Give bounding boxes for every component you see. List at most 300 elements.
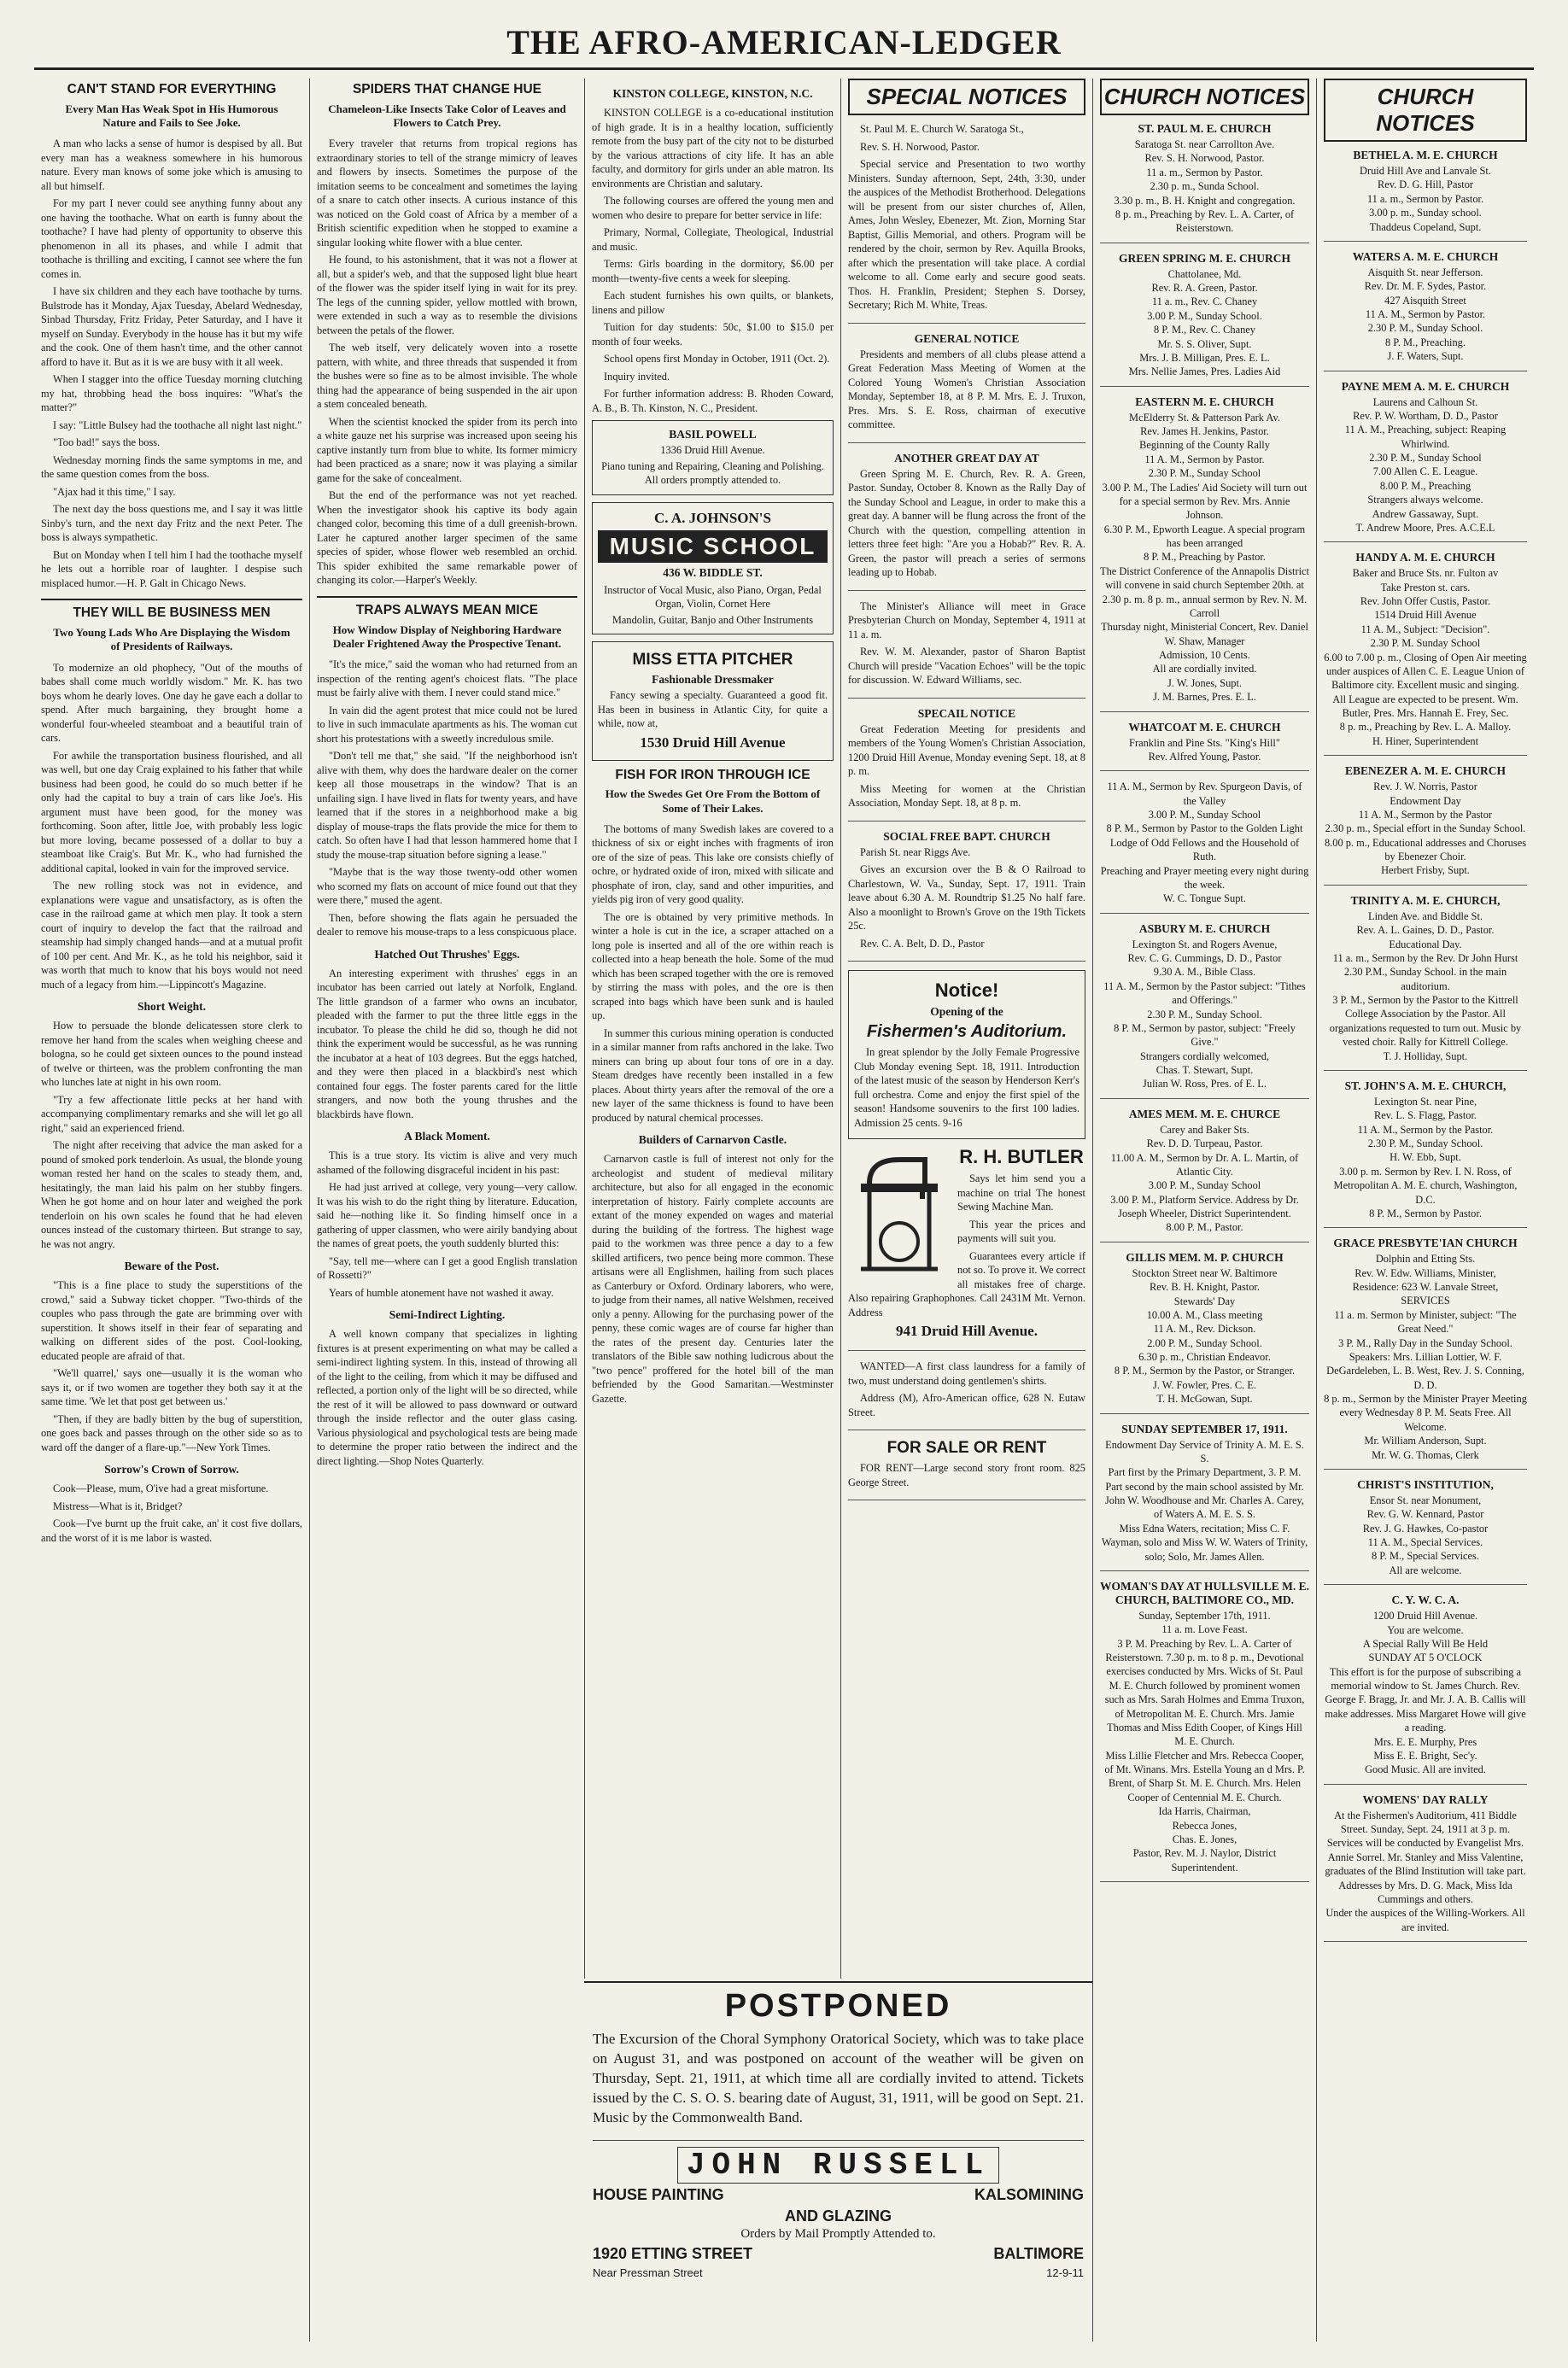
article-title: Beware of the Post. xyxy=(124,1260,219,1273)
article-title: Sorrow's Crown of Sorrow. xyxy=(104,1463,239,1476)
column-4 xyxy=(840,79,1092,1979)
paragraph: "This is a fine place to study the superstitions of the crowd," said a Subway ticket chopper. "Two-thirds of the couples who pass through the gate are brimming over with superstition. It shows itself in their fear of separating and walking on different sides of the post. Cool-looking, educated people are afraid of that. xyxy=(41,1279,302,1362)
article-subtitle: Every Man Has Weak Spot in His Humorous Nature and Fails to See Joke. xyxy=(65,102,278,130)
church-name: EBENEZER A. M. E. CHURCH xyxy=(1345,764,1506,778)
notice-line: 11 A. M., Sermon by the Pastor subject: "Tithes and Offerings." xyxy=(1103,979,1306,1007)
paragraph: The bottoms of many Swedish lakes are covered to a thickness of six or eight inches with fragments of iron ore of the size of peas. This lake ore consists chiefly of ochre, or hydrated oxide of iron, mixed with silicate and phosphate of iron, clay, sand and other impurities, and yields pig iron of very good quality. xyxy=(592,822,834,906)
notice-line: 11 A. M., Sermon by Rev. Spurgeon Davis, of the Valley xyxy=(1107,781,1302,807)
section-header: CHURCH NOTICES xyxy=(1324,79,1527,142)
notice-line: 3.30 p. m., B. H. Knight and congregation. xyxy=(1114,194,1296,207)
paragraph: Rev. C. A. Belt, D. D., Pastor xyxy=(860,937,985,950)
notice-line: J. F. Waters, Supt. xyxy=(1387,350,1464,363)
notice-line: 8 p. m., Preaching by Rev. L. A. Malloy. xyxy=(1339,721,1512,734)
paragraph: The night after receiving that advice the man asked for a pound of smoked pork tenderloin. As usual, the blonde young woman rested her hand on the scales to steady them, and, hesitatingly, the man laid his palm on her stubby fingers. When he got home and on hour later and weighed the pork tenderloin on his own scales he found that he had eleven ounces instead of the customary thirteen. But strange to say, he was not angry. xyxy=(41,1139,302,1250)
notice-line: Mrs. J. B. Milligan, Pres. E. L. xyxy=(1139,351,1270,364)
paragraph: Address (M), Afro-American office, 628 N. Eutaw Street. xyxy=(848,1392,1085,1418)
paragraph: A man who lacks a sense of humor is despised by all. But every man has a weakness somewhere in his humorous nature. Every man knows of some joke which is amusing to all but himself. xyxy=(41,137,302,192)
article-title: CAN'T STAND FOR EVERYTHING xyxy=(67,82,277,96)
notice-line: 11 A. M., Sermon by Pastor. xyxy=(1365,308,1486,320)
notice xyxy=(848,332,1085,443)
paragraph: Carnarvon castle is full of interest not only for the archeologist and student of medieval military architecture, but also for all engaged in the economic interpretation of history. Fairly complete accounts are extant of the money expended on wages and material during the building of the fortress. The highest wage paid to the workmen was three pence a day to a few skilled artificers, two pence being more common. These artisans were all Englishmen, hailing from such places as Canterbury or Oxford. Ordinary laborers, who were, to judge from their names, all native Welshmen, received only a penny. Allowing for the purchasing power of the penny, these comic wages are of course far higher than the rates of the present day. Centuries later the translators of the Bible saw nothing ludicrous about the "two pence" proffered for the hotel bill of the man befriended by the Good Samaritan.—Westminster Gazette. xyxy=(592,1153,834,1405)
article-subtitle: How the Swedes Get Ore From the Bottom of Some of Their Lakes. xyxy=(605,787,821,815)
paragraph: To modernize an old phophecy, "Out of the mouths of babes shall come much worldly wisdom." Mr. K. has two boys whom he dearly loves. One day he gave each a dollar to spend. After much bargaining, they brought home a wonderful four-wheeled steamboat and a beautiful train of cars. xyxy=(41,661,302,745)
paragraph: Primary, Normal, Collegiate, Theological, Industrial and music. xyxy=(592,226,834,253)
johnson-music-ad xyxy=(592,502,834,635)
notice-title: GENERAL NOTICE xyxy=(914,331,1020,345)
notice-line: Rev. P. W. Wortham, D. D., Pastor xyxy=(1353,409,1498,422)
notice-line: H. Hiner, Superintendent xyxy=(1372,734,1479,747)
notice xyxy=(848,707,1085,821)
sewing-machine-icon xyxy=(848,1149,951,1278)
notice xyxy=(848,452,1085,591)
notice xyxy=(848,970,1085,1139)
notice-line: 2.30 P.M., Sunday School. in the main auditorium. xyxy=(1343,966,1507,992)
ad-city: BALTIMORE xyxy=(993,2244,1084,2262)
notice-line: Endowment Day xyxy=(1390,794,1461,807)
church-name: GRACE PRESBYTE'IAN CHURCH xyxy=(1333,1237,1518,1250)
church-notice xyxy=(1324,1478,1527,1585)
ad-name: BASIL POWELL xyxy=(669,428,757,441)
notice-title: Notice! xyxy=(934,979,999,1001)
ad-name: R. H. BUTLER xyxy=(959,1146,1084,1167)
ad-address: 436 W. BIDDLE ST. xyxy=(663,565,763,579)
notice-title: SOCIAL FREE BAPT. CHURCH xyxy=(883,829,1050,843)
notice-line: Rev. D. D. Turpeau, Pastor. xyxy=(1146,1137,1263,1150)
ad-lines xyxy=(598,443,828,488)
church-name: PAYNE MEM A. M. E. CHURCH xyxy=(1341,379,1510,393)
notice-line: 11 A. M., Special Services. xyxy=(1367,1536,1483,1548)
notice-line: 6.00 to 7.00 p. m., Closing of Open Air meeting under auspices of Allen C. E. League Union of Baltimore city. Excellent music and singing. All League are expected to be present. Wm. Butler, Pres. Mrs. Hannah E. Frey, Sec. xyxy=(1324,651,1527,719)
notice-line: All are cordially invited. xyxy=(1152,663,1257,675)
notice-line: J. W. Jones, Supt. xyxy=(1167,676,1243,689)
article-body xyxy=(317,137,577,588)
notice-line: Part first by the Primary Department, 3. P. M. Part second by the main school assisted by Mr. John W. Woodhouse and Mr. Charles A. Carey, of Waters A. M. E. S. S. xyxy=(1104,1466,1305,1521)
ad-name: MISS ETTA PITCHER xyxy=(632,651,793,669)
powell-ad xyxy=(592,420,834,495)
paragraph: He had just arrived at college, very young—very callow. It was his wish to do the right thing by literature. Education, said he—nothing like it. So finding himself once in a gathering of upper classmen, who were airily bandying about the names of great poets, the youth suddenly blurted this: xyxy=(317,1181,577,1250)
notice-line: T. J. Holliday, Supt. xyxy=(1383,1050,1468,1062)
paragraph: Instructor of Vocal Music, also Piano, Organ, Pedal Organ, Violin, Cornet Here xyxy=(604,583,822,610)
notice-line: 6.30 P. M., Epworth League. A special program has been arranged xyxy=(1103,523,1306,549)
article-body xyxy=(592,1152,834,1406)
notice-line: Mr. S. S. Oliver, Supt. xyxy=(1157,337,1252,350)
notice-line: 2.30 p. m., Special effort in the Sunday School. xyxy=(1325,822,1526,835)
ad-title: KINSTON COLLEGE, KINSTON, N.C. xyxy=(612,87,813,100)
notice xyxy=(848,830,1085,962)
paragraph: The next day the boss questions me, and I say it was little Sinby's turn, and the next day Fritz and the next Peter. The boss is always sympathetic. xyxy=(41,503,302,544)
paragraph: In vain did the agent protest that mice could not be lured to live in such immaculate apartments as his. The woman cut short his protestations with a sweetly incredulous smile. xyxy=(317,704,577,745)
notice xyxy=(848,599,1085,699)
article-subtitle: Chameleon-Like Insects Take Color of Leaves and Flowers to Catch Prey. xyxy=(328,102,566,130)
notice-line: Rev. L. S. Flagg, Pastor. xyxy=(1373,1109,1477,1122)
paragraph: "Then, if they are badly bitten by the bug of superstition, one goes back and passes through on the other side so as to ward off the danger of a flare-up."—New York Times. xyxy=(41,1412,302,1453)
article-body xyxy=(317,658,577,939)
paragraph: For awhile the transportation business flourished, and all was well, but one day Craig explained to his father that while business had been good, he could do so much better if he only had the capital to buy a train of cars like Joe's. His argument must have been good, for the money was forthcoming. Soon after, little Joe, with probably less logic but more loving, became possessed of a dollar to buy a steamboat like Craig's. But Mr. K., who had furnished the additional capital, looked in vain for the improved service. xyxy=(41,749,302,874)
notice-line: Laurens and Calhoun St. xyxy=(1372,395,1478,408)
notice-line: 3 P. M. Preaching by Rev. L. A. Carter of Reisterstown. 7.30 p. m. to 8 p. m., Devotional exercises conducted by Mrs. Wicks of St. Paul M. E. Church followed by prominent women such as Mrs. Sarah Holmes and Emma Truxon, of Metropolitan M. E. Church. Mrs. Jamie Thomas and Miss Edith Cooper, of Kings Hill M. E. Church. xyxy=(1104,1637,1305,1748)
notice-line: Rev. G. W. Kennard, Pastor xyxy=(1366,1508,1484,1521)
church-notice xyxy=(1100,395,1309,712)
ad-address: 941 Druid Hill Avenue. xyxy=(896,1323,1038,1339)
ad-name: C. A. JOHNSON'S xyxy=(654,509,771,526)
article-title: FISH FOR IRON THROUGH ICE xyxy=(615,767,810,782)
notice-line: Rev. Dr. M. F. Sydes, Pastor. xyxy=(1364,280,1487,293)
notice-line: Rev. John Offer Custis, Pastor. xyxy=(1360,595,1491,607)
notice-line: 11 A. M., Sermon by the Pastor xyxy=(1358,808,1493,821)
ad-service: KALSOMINING xyxy=(974,2185,1084,2203)
article-body xyxy=(41,1278,302,1454)
paragraph: The ore is obtained by very primitive methods. In winter a hole is cut in the ice, a scraper attached on a long pole is inserted and all of the ore within reach is collected into a heap beneath the hole. Some of the mud which has been scraped together with the ore is removed by stirring the mass with poles, and the ore is then scraped into bags which have been sunk and is hauled up. xyxy=(592,910,834,1022)
notice-line: Endowment Day Service of Trinity A. M. E. S. S. xyxy=(1105,1438,1304,1465)
notice-line: Andrew Gassaway, Supt. xyxy=(1372,507,1479,520)
notice-title: ANOTHER GREAT DAY AT xyxy=(894,451,1039,465)
notice-lines xyxy=(848,845,1085,951)
notice-line: Rev. J. G. Hawkes, Co-pastor xyxy=(1362,1522,1489,1535)
article-body xyxy=(41,137,302,590)
paragraph: But on Monday when I tell him I had the toothache myself he lets out a horrible roar of laughter. I despise such misplaced humor.—H. P. Galt in Chicago News. xyxy=(41,548,302,589)
ad-address: 1920 ETTING STREET xyxy=(593,2244,753,2262)
notice-line: Carey and Baker Sts. xyxy=(1160,1123,1249,1136)
church-notice xyxy=(1100,1108,1309,1242)
paragraph: When the scientist knocked the spider from its perch into a white gauze net his surprise was increased upon seeing his captive instantly turn from blue to white. Its former mimicry had been practiced as a snare; now it was playing a similar game for the sake of concealment. xyxy=(317,415,577,484)
paragraph: Piano tuning and Repairing, Cleaning and Polishing. All orders promptly attended to. xyxy=(601,459,824,486)
church-notice xyxy=(1100,1580,1309,1882)
paragraph: Then, before showing the flats again he persuaded the dealer to remove his mouse-traps to a less conspicuous place. xyxy=(317,911,577,938)
notice-line: Miss Lillie Fletcher and Mrs. Rebecca Cooper, of Mt. Winans. Mrs. Estella Young an d Mrs. P. Brent, of Sharp St. M. E. Church. Mrs. Helen Cooper of Centennial M. E. Church. xyxy=(1104,1749,1305,1804)
ad-service: HOUSE PAINTING xyxy=(593,2185,724,2203)
notice-line: Rebecca Jones, xyxy=(1172,1819,1237,1832)
notice-line: 3 P. M., Rally Day in the Sunday School. xyxy=(1338,1336,1512,1349)
paragraph: Special service and Presentation to two worthy Ministers. Sunday afternoon, Sept, 24th, 3:30, under the auspices of the Methodist Brotherhood. Delegations will be present from our sister churches of, Allen, Ames, John Wesley, Ebenezer, Mt. Zion, Morning Star Baptist, Gillis Memorial, and others. Program will be rendered by the choir, sermon by Rev. Aquilla Brooks, after which the presentation will take place. A cordial welcome to all. Come early and secure good seats. Thos. H. Franklin, President; Stephen S. Dorsey, Secretary; Rich M. White, Treas. xyxy=(848,158,1085,311)
church-notice xyxy=(1100,252,1309,387)
article-body xyxy=(317,1149,577,1300)
church-name: WOMENS' DAY RALLY xyxy=(1362,1792,1489,1806)
church-name: TRINITY A. M. E. CHURCH, xyxy=(1350,893,1501,907)
paragraph: Mandolin, Guitar, Banjo and Other Instruments xyxy=(611,613,814,626)
notice-line: 3.00 P. M., Sunday School. xyxy=(1147,309,1262,322)
masthead xyxy=(34,17,1534,70)
church-notice xyxy=(1100,1423,1309,1571)
notice-line: Beginning of the County Rally xyxy=(1139,439,1270,452)
notice-line: Mrs. E. E. Murphy, Pres xyxy=(1373,1735,1477,1748)
paragraph: Inquiry invited. xyxy=(604,370,670,383)
notice-line: Rev. R. A. Green, Pastor. xyxy=(1151,282,1258,294)
notice-line: T. Andrew Moore, Pres. A.C.E.L xyxy=(1355,521,1495,534)
church-list xyxy=(1324,149,1527,1942)
paragraph: Fancy sewing a specialty. Guaranteed a good fit. Has been in business in Atlantic City, for quite a while, now at, xyxy=(598,689,828,729)
paragraph: Miss Meeting for women at the Christian Association, Monday Sept. 18, at 8 p. m. xyxy=(848,782,1085,809)
notice-line: 11 a. m., Sermon by Pastor. xyxy=(1366,192,1484,205)
paragraph: But the end of the performance was not yet reached. When the investigator shook his captive its body again changed color, becoming this time of a dull greenish-brown. Later he captured another larger specimen of the same species of spider, whose flower web resembled an orchid. This spider exhibited the same remarkable power of changing its color.—Harper's Weekly. xyxy=(317,489,577,587)
paragraph: "Say, tell me—where can I get a good English translation of Rossetti?" xyxy=(317,1254,577,1282)
notice-line: Strangers always welcome. xyxy=(1367,494,1483,506)
paragraph: For further information address: B. Rhoden Coward, A. B., B. Th. Kinston, N. C., President. xyxy=(592,388,834,414)
paragraph: Parish St. near Riggs Ave. xyxy=(860,845,971,858)
church-notice xyxy=(1100,780,1309,913)
church-name: WATERS A. M. E. CHURCH xyxy=(1352,249,1499,263)
notice-line: 8 P. M., Preaching. xyxy=(1385,336,1466,348)
notice-name: Fishermen's Auditorium. xyxy=(866,1022,1068,1041)
notice-line: Admission, 10 Cents. xyxy=(1159,649,1250,661)
notice-line: 3.00 P. M., Sunday School xyxy=(1148,1179,1261,1192)
notice-line: 11 A. M., Preaching, subject: Reaping Whirlwind. xyxy=(1344,424,1507,450)
paragraph: An interesting experiment with thrushes' eggs in an incubator has been carried out lately at Norfolk, England. The little grandson of a farmer who owns an incubator, pleaded with the farmer to put the three little eggs in the incubator. To please the child he did so, though he did not think the experiment would be successful, as he was running the incubator at a heat of 103 degrees. But the eggs hatched, and they were then placed in a blackbird's nest which contained four eggs. The foster parents cared for the little strangers, and now both the young thrushes and the blackbirds have flown. xyxy=(317,967,577,1120)
notice-line: 8.00 P. M., Pastor. xyxy=(1166,1221,1243,1234)
notice-line: 11 A. M., Sermon by the Pastor. xyxy=(1357,1123,1494,1136)
article-title: Builders of Carnarvon Castle. xyxy=(638,1133,787,1147)
notice-lines xyxy=(848,348,1085,432)
paragraph: KINSTON COLLEGE is a co-educational institution of high grade. It is in a healthy location, sufficiently remote from the busy part of the city not to be disturbed by the various attractions of city life. It has an able faculty, and dormitory for girls under an able matron. Its environments are Christian and salutary. xyxy=(592,107,834,190)
notice-line: Rev. D. G. Hill, Pastor xyxy=(1377,178,1474,191)
paragraph: The following courses are offered the young men and women who desire to prepare for better service in life: xyxy=(592,195,834,221)
notice-line: Chas. T. Stewart, Supt. xyxy=(1156,1064,1254,1076)
notice-line: Miss E. E. Bright, Sec'y. xyxy=(1373,1749,1477,1762)
notice-line: Rev. J. W. Norris, Pastor xyxy=(1373,781,1477,793)
ad-body xyxy=(592,106,834,415)
church-notice xyxy=(1324,551,1527,756)
church-name: EASTERN M. E. CHURCH xyxy=(1135,395,1274,408)
notice-line: Linden Ave. and Biddle St. xyxy=(1368,909,1483,922)
paragraph: The web itself, very delicately woven into a rosette pattern, with white, and three threads that suspended it from the bushes were so fine as to be almost invisible. The whole thing had the appearance of being suspended in the air upon a stem concealed beneath. xyxy=(317,342,577,411)
notice-line: Mr. William Anderson, Supt. xyxy=(1364,1435,1487,1447)
paragraph: A well known company that specializes in lighting fixtures is at present experimenting on what may be called a semi-indirect lighting system. In this, instead of throwing all of the light to the ceiling, from which it may be diffused and reflected, a portion only of the light will be so directed, while the rest of it will be allowed to pass downward or outward through the inside reflector and the outer glass casing. Various physiological and psychological tests are being made to determine the proper ratio between the indirect and the direct lighting.—Shop Notes Quarterly. xyxy=(317,1328,577,1467)
notice-lines xyxy=(848,467,1085,580)
article-title: Hatched Out Thrushes' Eggs. xyxy=(374,947,520,961)
for-sale-ad xyxy=(848,1439,1085,1500)
ad-address: 1530 Druid Hill Avenue xyxy=(640,734,786,751)
ad-title: MUSIC SCHOOL xyxy=(598,530,828,563)
paragraph: Says let him send you a machine on trial The honest Sewing Machine Man. xyxy=(957,1172,1085,1213)
ad-tagline: Fashionable Dressmaker xyxy=(652,673,774,686)
church-name: GILLIS MEM. M. P. CHURCH xyxy=(1126,1250,1284,1264)
paragraph: "Too bad!" says the boss. xyxy=(53,436,161,449)
notice-line: 8.00 P. M., Preaching xyxy=(1379,479,1471,492)
article-title: Semi-Indirect Lighting. xyxy=(389,1308,506,1322)
paragraph: "It's the mice," said the woman who had returned from an inspection of the renting agent's choicest flats. "The place must be fairly alive with them. I never could stand mice." xyxy=(317,658,577,699)
paragraph: The Minister's Alliance will meet in Grace Presbyterian Church on Monday, September 4, 1911 at 11 a. m. xyxy=(848,599,1085,640)
butler-ad xyxy=(848,1146,1085,1351)
article-title: THEY WILL BE BUSINESS MEN xyxy=(73,605,271,621)
church-name: C. Y. W. C. A. xyxy=(1391,1593,1460,1607)
notice-line: 8 P. M., Sermon by Pastor to the Golden Light Lodge of Odd Fellows and the Household of Ruth. xyxy=(1106,822,1303,863)
notice-line: Services will be conducted by Evangelist Mrs. Annie Sorrel. Mr. Stanley and Miss Valentine, graduates of the Blind Institution will take part. xyxy=(1325,1837,1526,1878)
ad-lines xyxy=(848,1359,1085,1419)
notice-line: 2.30 P. M., Sunday School. xyxy=(1367,1137,1483,1149)
church-notice xyxy=(1100,122,1309,243)
notice-line: 8 p. m., Preaching by Rev. L. A. Carter, of Reisterstown. xyxy=(1115,208,1295,235)
church-name: GREEN SPRING M. E. CHURCH xyxy=(1118,251,1290,265)
paragraph: "Maybe that is the way those twenty-odd other women who scorned my flats on account of mice found out that they were there," mused the agent. xyxy=(317,866,577,907)
notice-line: 11.00 A. M., Sermon by Dr. A. L. Martin, of Atlantic City. xyxy=(1110,1151,1299,1178)
notice-line: Chas. E. Jones, xyxy=(1172,1833,1237,1845)
notice-line: 1514 Druid Hill Avenue xyxy=(1374,609,1477,622)
paragraph: Presidents and members of all clubs please attend a Great Federation Mass Meeting of Women at the Colored Young Women's Christian Association Monday, September 18, at 8 P. M. Mrs. E. J. Truxon, Pres. Mrs. S. E. Ross, chairman of executive committee. xyxy=(848,348,1085,430)
postponed-notice xyxy=(584,1981,1092,2323)
paragraph: Tuition for day students: 50c, $1.00 to $15.0 per month of four weeks. xyxy=(592,321,834,348)
notice-line: Rev. A. L. Gaines, D. D., Pastor. xyxy=(1356,924,1495,937)
church-name: WOMAN'S DAY AT HULLSVILLE M. E. CHURCH, BALTIMORE CO., MD. xyxy=(1100,1579,1309,1606)
notice-line: 8 P. M., Sermon by the Pastor, or Stranger. xyxy=(1114,1365,1296,1377)
notice-line: You are welcome. xyxy=(1387,1623,1464,1636)
church-name: ST. PAUL M. E. CHURCH xyxy=(1138,122,1272,135)
church-notice xyxy=(1324,1793,1527,1942)
notice-line: Residence: 623 W. Lanvale Street, xyxy=(1352,1281,1499,1293)
notice-line: Rev. B. H. Knight, Pastor. xyxy=(1150,1281,1260,1294)
notice-line: Addresses by Mrs. D. G. Mack, Miss Ida Cummings and others. xyxy=(1338,1879,1512,1905)
paragraph: Guarantees every article if not so. To prove it. We correct all mistakes free of charge. Also repairing Graphophones. Call 2431M Mt. Vernon. Address xyxy=(848,1249,1085,1318)
notice-line: 3.00 p. m., Sunday school. xyxy=(1369,207,1482,219)
notice-line: 3.00 p. m. Sermon by Rev. I. N. Ross, of Metropolitan A. M. E. church, Washington, D.C. xyxy=(1333,1165,1518,1206)
paragraph: For my part I never could see anything funny about any one having the toothache. What on earth is funny about the toothache? I have had plenty of opportunity to observe this phenomenon in all its phases, and while I admit that toothache is thrilling and exciting, I cannot see where the fun comes in. xyxy=(41,197,302,280)
newspaper-title: THE AFRO-AMERICAN-LEDGER xyxy=(506,23,1062,61)
paragraph: Great Federation Meeting for presidents and members of the Young Women's Christian Association, 1200 Druid Hill Avenue, Monday evening Sept. 18, at 8 p. m. xyxy=(848,722,1085,777)
notice-line: Preaching and Prayer meeting every night during the week. xyxy=(1100,864,1309,891)
column-3 xyxy=(584,79,840,1979)
notice-line: 2.30 P. M., Sunday School xyxy=(1148,467,1261,480)
notice-lines xyxy=(848,599,1085,687)
notice-line: 11 A. M., Sermon by Pastor. xyxy=(1144,453,1265,465)
church-notice xyxy=(1324,1593,1527,1785)
ad-title: FOR SALE OR RENT xyxy=(886,1439,1047,1457)
notice-line: 11 a. m., Sermon by Pastor. xyxy=(1146,166,1263,178)
notice-line: Rev. S. H. Norwood, Pastor. xyxy=(1144,152,1265,165)
notice-line: Ida Harris, Chairman, xyxy=(1158,1805,1251,1818)
notice-line: Dolphin and Etting Sts. xyxy=(1375,1253,1476,1266)
notice-line: SUNDAY AT 5 O'CLOCK xyxy=(1368,1652,1483,1664)
ad-code: 12-9-11 xyxy=(1046,2266,1084,2279)
notice-line: Saratoga St. near Carrollton Ave. xyxy=(1134,138,1275,150)
article-subtitle: How Window Display of Neighboring Hardware Dealer Frightened Away the Prospective Tenant. xyxy=(332,623,562,650)
ad-lines xyxy=(598,583,828,628)
paragraph: Years of humble atonement have not washed it away. xyxy=(329,1286,554,1299)
notice-line: Strangers cordially welcomed, xyxy=(1139,1050,1270,1062)
paragraph: "Try a few affectionate little pecks at her hand with accompanying complimentary remarks and she will let go all right," said an experienced friend. xyxy=(41,1093,302,1134)
paragraph: Terms: Girls boarding in the dormitory, $6.00 per month—twenty-five cents a week for sleeping. xyxy=(592,258,834,284)
paragraph: This year the prices and payments will suit you. xyxy=(957,1218,1085,1244)
newspaper-page xyxy=(34,17,1534,2351)
column-6 xyxy=(1316,79,1534,2342)
church-name: SUNDAY SEPTEMBER 17, 1911. xyxy=(1121,1422,1288,1435)
notice-line: 8 p. m., Sermon by the Minister Prayer Meeting every Wednesday 8 P. M. Seats Free. All Welcome. xyxy=(1324,1393,1527,1433)
church-name: HANDY A. M. E. CHURCH xyxy=(1355,551,1495,564)
notice-line: Speakers: Mrs. Lillian Lottier, W. F. DeGardeleben, L. B. West, Rev. J. S. Conning, D. D. xyxy=(1326,1350,1524,1391)
church-notice xyxy=(1324,1237,1527,1470)
church-list xyxy=(1100,122,1309,1882)
notice-line: Julian W. Ross, Pres. of E. L. xyxy=(1143,1078,1267,1090)
notice-line: 2.30 P. M., Sunday School. xyxy=(1367,322,1483,335)
wanted-ad xyxy=(848,1359,1085,1430)
notice-line: This effort is for the purpose of subscribing a memorial window to St. James Church. Rev. George F. Bragg, Jr. and Mr. J. A. B. Callis will make addresses. Miss Margaret Howe will give a reading. xyxy=(1325,1665,1526,1734)
paragraph: 1336 Druid Hill Avenue. xyxy=(660,444,765,456)
paragraph: "Ajax had it this time," I say. xyxy=(53,485,176,498)
notice-line: 11 a. m. Sermon by Minister, subject: "The Great Need." xyxy=(1334,1308,1517,1336)
notice-line: Good Music. All are invited. xyxy=(1365,1763,1486,1776)
notice-line: W. C. Tongue Supt. xyxy=(1163,892,1246,905)
ad-name: JOHN RUSSELL xyxy=(678,2148,998,2183)
church-notice xyxy=(1100,1251,1309,1414)
paragraph: St. Paul M. E. Church W. Saratoga St., xyxy=(860,123,1024,135)
paragraph: Every traveler that returns from tropical regions has extraordinary stories to tell of the strange mimicry of leaves and flowers by insects. Sometimes the purpose of the imitation seems to be concealment and sometimes the laying of a snare to catch other insects. A curious instance of this was noticed on the Gold coast of Africa by a member of a British scientific expedition when he stopped to examine a singular looking white flower with a blue center. xyxy=(317,137,577,248)
notice-line: Stockton Street near W. Baltimore xyxy=(1132,1266,1278,1279)
church-notice xyxy=(1324,894,1527,1071)
church-name: ASBURY M. E. CHURCH xyxy=(1138,921,1271,935)
notice-line: Thaddeus Copeland, Supt. xyxy=(1369,220,1482,233)
notice-line: All are welcome. xyxy=(1389,1564,1462,1576)
church-notice xyxy=(1324,149,1527,242)
notice-line: 8 P. M., Special Services. xyxy=(1372,1550,1479,1563)
article-subtitle: Two Young Lads Who Are Displaying the Wisdom of Presidents of Railways. xyxy=(53,626,290,653)
notice-line: 3.00 P. M., Sunday School xyxy=(1148,809,1261,821)
notice-line: Lexington St. near Pine, xyxy=(1373,1095,1477,1108)
pitcher-ad xyxy=(592,641,834,761)
notice-subtitle: Opening of the xyxy=(930,1005,1003,1018)
paragraph: I have six children and they each have toothache by turns. Bulstrode has it Monday, Ajax Tuesday, Abelard Wednesday, Sinbad Thursday, Fritz Friday, Peter Saturday, and I have it myself on Sunday. Everybody in the house has it but my wife and the cook. One of them hasn't time, and the other cannot afford to have it. But as it is we are busy with it all week. xyxy=(41,285,302,368)
paragraph: Gives an excursion over the B & O Railroad to Charlestown, W. Va., Sunday, Sept. 17, 1911. Train leave about 6.30 A. M. Roundtrip $1.25 No half fare. Also a moonlight to Brown's Grove on the 19th Tickets 25c. xyxy=(848,863,1085,932)
notice-line: 3.00 P. M., Platform Service. Address by Dr. Joseph Wheeler, District Superintendent. xyxy=(1110,1193,1299,1219)
paragraph: Green Spring M. E. Church, Rev. R. A. Green, Pastor. Sunday, October 8. Known as the Rally Day of the Sunday School and League, in order to make this a great day. A banner will be flung across the front of the Church with the question, compelling attention in letters three feet high: "Are you a Hobab?" Rev. R. A. Green, the pastor will preach a series of sermons leading up to Hobab. xyxy=(848,467,1085,578)
paragraph: The new rolling stock was not in evidence, and explanations were vague and unsatisfactory, as is often the case in the railroad game at which men play. It took a stern court of inquiry to develop the fact that the railroad and steamship had simply changed hands—and at a mutual profit of 100 per cent. And Mr. K., as he told his neighbor, said it was worth that much to know that his boys would not need much of a legacy from him.—Lippincott's Magazine. xyxy=(41,880,302,991)
notice-lines xyxy=(848,722,1085,810)
notice-line: Herbert Frisby, Supt. xyxy=(1381,864,1470,877)
article-title: A Black Moment. xyxy=(404,1130,490,1143)
notice-line: H. W. Ebb, Supt. xyxy=(1390,1151,1461,1164)
notice-line: Pastor, Rev. M. J. Naylor, District Superintendent. xyxy=(1132,1847,1277,1874)
notice-line: 8.00 p. m., Educational addresses and Choruses by Ebenezer Choir. xyxy=(1324,836,1527,862)
russell-ad xyxy=(593,2140,1084,2279)
paragraph: I say: "Little Bulsey had the toothache all night last night." xyxy=(53,418,302,431)
notice-line: Rev. W. Edw. Williams, Minister, xyxy=(1354,1266,1496,1279)
column-2 xyxy=(309,79,584,2342)
notice-line: Baker and Bruce Sts. nr. Fulton av xyxy=(1352,567,1499,580)
notice-line: 8 P. M., Sermon by pastor, subject: "Freely Give." xyxy=(1114,1021,1296,1049)
notice-line: A Special Rally Will Be Held xyxy=(1362,1637,1489,1650)
notice-line: 11 A. M., Subject: "Decision". xyxy=(1360,623,1490,635)
notice-line: Take Preston st. cars. xyxy=(1380,581,1471,593)
notice-line: The District Conference of the Annapolis District will convene in said church September 20th. at 2.30 p. m. 8 p. m., annual sermon by Rev. N. M. Carroll xyxy=(1100,564,1309,619)
notice xyxy=(848,122,1085,324)
paragraph: WANTED—A first class laundress for a family of two, must understand doing gentlemen's shirts. xyxy=(848,1360,1085,1387)
notice-line: Mr. W. G. Thomas, Clerk xyxy=(1372,1448,1479,1461)
ad-lines xyxy=(848,1461,1085,1489)
article-body xyxy=(592,822,834,1126)
paragraph: FOR RENT—Large second story front room. 825 George Street. xyxy=(848,1462,1085,1488)
paragraph: Rev. S. H. Norwood, Pastor. xyxy=(860,140,980,153)
article-title: Short Weight. xyxy=(137,1000,206,1014)
notice-line: 2.30 P. M., Sunday School. xyxy=(1147,1008,1262,1020)
notice-line: Rev. James H. Jenkins, Pastor. xyxy=(1140,425,1269,437)
paragraph: Cook—Please, mum, O'ive had a great misfortune. xyxy=(53,1482,269,1495)
notice-line: Rev. Alfred Young, Pastor. xyxy=(1148,750,1261,763)
notice-line: 427 Aisquith Street xyxy=(1384,294,1466,307)
column-1 xyxy=(34,79,309,2342)
article-body xyxy=(317,967,577,1122)
paragraph: This is a true story. Its victim is alive and very much ashamed of the following disgraceful incident in his past: xyxy=(317,1149,577,1176)
notice-line: Under the auspices of the Willing-Workers. All are invited. xyxy=(1325,1907,1525,1933)
paragraph: Mistress—What is it, Bridget? xyxy=(53,1500,183,1512)
notice-line: 1200 Druid Hill Avenue. xyxy=(1372,1610,1478,1623)
notice-line: SERVICES xyxy=(1401,1295,1450,1307)
church-notice xyxy=(1324,764,1527,886)
article-body xyxy=(317,1327,577,1468)
church-notice xyxy=(1100,721,1309,772)
notice-line: 2.30 p. m., Sunda School. xyxy=(1150,180,1260,193)
notice-line: 11 a. m., Sermon by the Rev. Dr John Hurst xyxy=(1332,951,1518,964)
paragraph: In great splendor by the Jolly Female Progressive Club Monday evening Sept. 18, 1911. Introduction of the latest music of the season by Henderson Kerr's full orchestra. Come and enjoy the first spiel of the season! Handsome souvenirs to the first 100 ladies. Admission 25 cents. 9-16 xyxy=(854,1046,1079,1129)
ad-near: Near Pressman Street xyxy=(593,2266,703,2279)
church-name: BETHEL A. M. E. CHURCH xyxy=(1353,149,1498,161)
section-header: CHURCH NOTICES xyxy=(1100,79,1309,115)
article-title: SPIDERS THAT CHANGE HUE xyxy=(352,82,542,96)
